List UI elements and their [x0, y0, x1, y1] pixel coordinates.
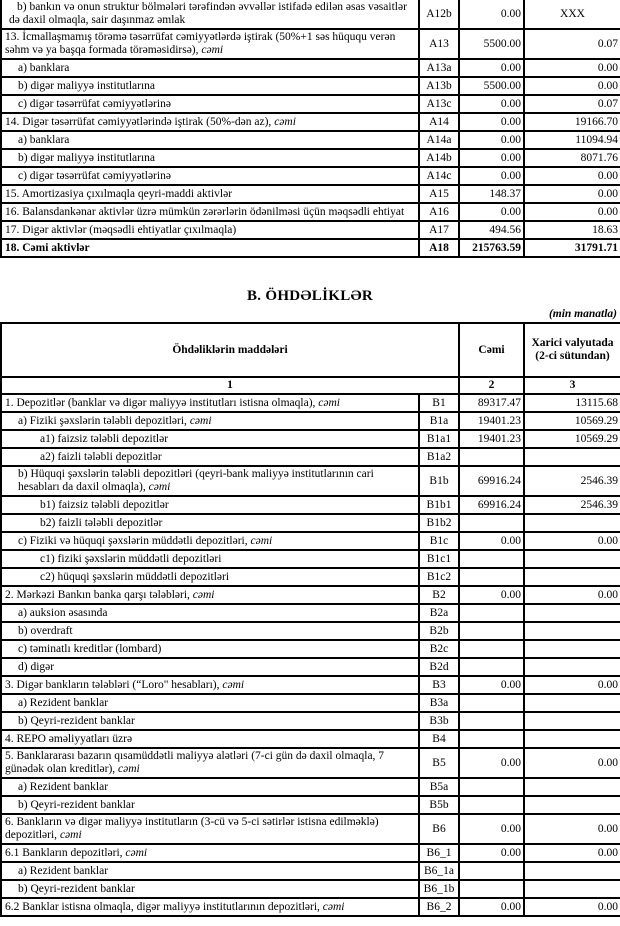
liabilities-table-header — [1, 323, 620, 394]
item-total-value: 0.00 — [459, 113, 524, 131]
item-text: d) digər — [18, 660, 55, 673]
item-foreign-value — [524, 604, 620, 622]
item-code: A14a — [419, 131, 459, 149]
item-foreign-value: 0.00 — [524, 898, 620, 916]
table-row — [1, 77, 620, 95]
table-row — [1, 748, 620, 778]
item-label — [1, 778, 419, 796]
item-text: 6.2 Banklar istisna olmaqla, digər maliyyə institutlarının depozitləri, — [5, 900, 323, 913]
item-total-value: 0.00 — [459, 814, 524, 844]
item-label — [1, 748, 419, 778]
item-text: b) Qeyri-rezident banklar — [18, 714, 135, 727]
item-foreign-value: 10569.29 — [524, 430, 620, 448]
item-total-value: 69916.24 — [459, 466, 524, 496]
item-label — [1, 131, 419, 149]
item-label — [1, 712, 419, 730]
table-row — [1, 514, 620, 532]
table-row — [1, 844, 620, 862]
item-label — [1, 203, 419, 221]
item-total-value — [459, 730, 524, 748]
item-text: 13. İcmallaşmamış törəmə təsərrüfat cəmiyyətlərdə iştirak (50%+1 səs hüququ verən səhm və ya başqa formada törəməsidirsə), — [5, 31, 396, 56]
item-text: b2) faizli tələbli depozitlər — [40, 516, 163, 529]
item-foreign-value: 19166.70 — [524, 113, 620, 131]
item-code: B1 — [419, 394, 459, 412]
item-text: 15. Amortizasiya çıxılmaqla qeyri-maddi aktivlər — [5, 187, 233, 200]
table-row — [1, 0, 620, 29]
item-label — [1, 604, 419, 622]
item-label — [1, 185, 419, 203]
item-code: B3 — [419, 676, 459, 694]
table-row — [1, 676, 620, 694]
item-label — [1, 29, 419, 59]
item-foreign-value: 13115.68 — [524, 394, 620, 412]
item-label — [1, 59, 419, 77]
item-label — [1, 796, 419, 814]
item-label — [1, 430, 419, 448]
item-code: B1a1 — [419, 430, 459, 448]
item-label — [1, 514, 419, 532]
item-code: B5a — [419, 778, 459, 796]
item-total-value — [459, 568, 524, 586]
item-total-value: 0.00 — [459, 586, 524, 604]
item-label — [1, 694, 419, 712]
item-text: a) banklara — [18, 133, 70, 146]
table-row — [1, 880, 620, 898]
table-row — [1, 131, 620, 149]
liabilities-table-body — [1, 394, 620, 916]
item-code: B1b1 — [419, 496, 459, 514]
col-number-3: 3 — [524, 377, 620, 394]
item-foreign-value: 0.00 — [524, 844, 620, 862]
unit-note: (min manatla) — [548, 308, 617, 320]
item-suffix: cəmi — [118, 763, 140, 775]
table-row — [1, 778, 620, 796]
table-row — [1, 604, 620, 622]
item-code: A14c — [419, 167, 459, 185]
item-label — [1, 550, 419, 568]
item-code: A13 — [419, 29, 459, 59]
item-text: c) təminatlı kreditlər (lombard) — [18, 642, 162, 655]
item-code: B1c — [419, 532, 459, 550]
col-header-items: Öhdəliklərin maddələri — [1, 323, 459, 377]
item-label — [1, 113, 419, 131]
item-foreign-value — [524, 640, 620, 658]
item-total-value — [459, 694, 524, 712]
item-total-value — [459, 514, 524, 532]
assets-table — [0, 0, 620, 258]
item-code: B6_1a — [419, 862, 459, 880]
item-code: B6_2 — [419, 898, 459, 916]
item-foreign-value: 0.00 — [524, 748, 620, 778]
item-text: b) digər maliyyə institutlarına — [18, 151, 156, 164]
item-text: b) Qeyri-rezident banklar — [18, 882, 135, 895]
item-code: B3b — [419, 712, 459, 730]
item-code: B1c1 — [419, 550, 459, 568]
item-code: A13a — [419, 59, 459, 77]
item-label — [1, 730, 419, 748]
item-text: a) Rezident banklar — [18, 696, 109, 709]
item-total-value: 0.00 — [459, 532, 524, 550]
item-foreign-value: 0.00 — [524, 185, 620, 203]
item-label — [1, 814, 419, 844]
item-text: b) digər maliyyə institutlarına — [18, 79, 156, 92]
item-foreign-value: 2546.39 — [524, 466, 620, 496]
item-label — [1, 862, 419, 880]
table-row — [1, 898, 620, 916]
item-total-value: 5500.00 — [459, 29, 524, 59]
item-foreign-value — [524, 796, 620, 814]
item-code: A13c — [419, 95, 459, 113]
table-row — [1, 185, 620, 203]
item-text: c2) hüquqi şəxslərin müddətli depozitləri — [40, 570, 230, 583]
table-row — [1, 796, 620, 814]
item-label — [1, 586, 419, 604]
item-total-value: 0.00 — [459, 59, 524, 77]
item-text: b) bankın və onun struktur bölmələri tərəfindən əvvəllər istifadə edilən əsas vəsaitlər də daxil olmaqla, sair daşınmaz əmlak — [9, 1, 407, 26]
item-code: B6 — [419, 814, 459, 844]
item-foreign-value: 0.00 — [524, 167, 620, 185]
item-total-value: 494.56 — [459, 221, 524, 239]
col-number-1: 1 — [1, 377, 459, 394]
item-text: 16. Balansdankənar aktivlər üzrə mümkün zərərlərin ödənilməsi üçün məqsədli ehtiyat — [5, 205, 405, 218]
item-text: 5. Banklararası bazarın qısamüddətli maliyyə alətləri (7-ci gün də daxil olmaqla, 7 günədək olan kreditlər), — [5, 750, 385, 775]
item-foreign-value: 0.07 — [524, 29, 620, 59]
table-row — [1, 394, 620, 412]
item-foreign-value — [524, 862, 620, 880]
item-text: a) auksion əsasında — [18, 606, 108, 619]
item-foreign-value — [524, 514, 620, 532]
table-row — [1, 862, 620, 880]
item-code: B2 — [419, 586, 459, 604]
table-row — [1, 430, 620, 448]
item-text: a1) faizsiz tələbli depozitlər — [40, 432, 169, 445]
table-row — [1, 586, 620, 604]
item-label — [1, 844, 419, 862]
item-code: B5 — [419, 748, 459, 778]
item-text: c1) fiziki şəxslərin müddətli depozitləri — [40, 552, 222, 565]
item-code: B2b — [419, 622, 459, 640]
item-text: b) Qeyri-rezident banklar — [18, 798, 135, 811]
item-label — [1, 898, 419, 916]
table-row — [1, 203, 620, 221]
item-label — [1, 568, 419, 586]
item-total-value — [459, 448, 524, 466]
item-text: b) overdraft — [18, 624, 73, 637]
item-code: A14b — [419, 149, 459, 167]
item-label — [1, 532, 419, 550]
item-label — [1, 622, 419, 640]
item-total-value: 0.00 — [459, 676, 524, 694]
item-total-value: 0.00 — [459, 748, 524, 778]
item-code: A12b — [419, 0, 459, 29]
item-total-value — [459, 880, 524, 898]
table-row — [1, 622, 620, 640]
table-row — [1, 496, 620, 514]
item-foreign-value — [524, 550, 620, 568]
item-code: A17 — [419, 221, 459, 239]
column-number-row — [1, 377, 620, 394]
item-total-value — [459, 604, 524, 622]
table-row — [1, 814, 620, 844]
item-suffix: cəmi — [201, 44, 224, 56]
item-total-value — [459, 622, 524, 640]
table-row — [1, 412, 620, 430]
item-label — [1, 658, 419, 676]
item-code: B1a — [419, 412, 459, 430]
item-foreign-value: 11094.94 — [524, 131, 620, 149]
item-foreign-value — [524, 730, 620, 748]
table-row — [1, 568, 620, 586]
item-label — [1, 0, 419, 29]
item-foreign-value — [524, 880, 620, 898]
item-foreign-value: 18.63 — [524, 221, 620, 239]
item-total-value — [459, 712, 524, 730]
item-code: B3a — [419, 694, 459, 712]
item-foreign-value: 2546.39 — [524, 496, 620, 514]
item-foreign-value: 10569.29 — [524, 412, 620, 430]
table-row — [1, 59, 620, 77]
item-label — [1, 239, 419, 257]
item-total-value: 0.00 — [459, 131, 524, 149]
item-foreign-value: 0.00 — [524, 203, 620, 221]
item-foreign-value — [524, 658, 620, 676]
item-code: B5b — [419, 796, 459, 814]
table-row — [1, 466, 620, 496]
item-total-value: 19401.23 — [459, 430, 524, 448]
item-foreign-value: 8071.76 — [524, 149, 620, 167]
item-foreign-value: 0.00 — [524, 586, 620, 604]
item-total-value: 0.00 — [459, 95, 524, 113]
liabilities-table — [0, 322, 620, 917]
item-total-value: 215763.59 — [459, 239, 524, 257]
item-total-value: 89317.47 — [459, 394, 524, 412]
item-foreign-value: 0.07 — [524, 95, 620, 113]
item-total-value: 5500.00 — [459, 77, 524, 95]
item-code: B1b — [419, 466, 459, 496]
table-row — [1, 550, 620, 568]
table-row — [1, 221, 620, 239]
table-row — [1, 712, 620, 730]
item-label — [1, 496, 419, 514]
item-text: c) Fiziki və hüquqi şəxslərin müddətli depozitləri, — [18, 534, 251, 547]
item-code: B2d — [419, 658, 459, 676]
item-foreign-value — [524, 778, 620, 796]
item-suffix: cəmi — [192, 588, 215, 601]
item-text: a) banklara — [18, 61, 70, 74]
item-code: A18 — [419, 239, 459, 257]
item-text: 18. Cəmi aktivlər — [5, 241, 90, 254]
item-total-value: 0.00 — [459, 167, 524, 185]
item-label — [1, 412, 419, 430]
table-row — [1, 640, 620, 658]
item-suffix: cəmi — [250, 534, 273, 547]
item-text: a) Fiziki şəxslərin tələbli depozitləri, — [18, 414, 190, 427]
table-row — [1, 694, 620, 712]
item-code: A16 — [419, 203, 459, 221]
item-text: b1) faizsiz tələbli depozitlər — [40, 498, 169, 511]
item-label — [1, 448, 419, 466]
item-total-value: 0.00 — [459, 149, 524, 167]
assets-table-body — [1, 0, 620, 257]
item-code: A15 — [419, 185, 459, 203]
table-row — [1, 149, 620, 167]
item-suffix: cəmi — [148, 481, 171, 493]
item-text: b) Hüquqi şəxslərin tələbli depozitləri (qeyri-bank maliyyə institutlarının cari hesabları da daxil olmaqla), — [18, 468, 374, 493]
item-foreign-value — [524, 622, 620, 640]
item-code: B2c — [419, 640, 459, 658]
item-foreign-value: 0.00 — [524, 814, 620, 844]
table-row — [1, 658, 620, 676]
item-foreign-value — [524, 712, 620, 730]
item-foreign-value: 0.00 — [524, 532, 620, 550]
item-suffix: cəmi — [189, 414, 212, 427]
item-code: B1c2 — [419, 568, 459, 586]
item-foreign-value: 0.00 — [524, 77, 620, 95]
item-foreign-value: XXX — [524, 0, 620, 29]
item-text: a) Rezident banklar — [18, 864, 109, 877]
table-row — [1, 29, 620, 59]
item-label — [1, 149, 419, 167]
item-text: 2. Mərkəzi Bankın banka qarşı tələbləri, — [5, 588, 193, 601]
item-label — [1, 77, 419, 95]
item-label — [1, 466, 419, 496]
item-total-value: 0.00 — [459, 0, 524, 29]
item-code: B6_1b — [419, 880, 459, 898]
item-foreign-value — [524, 694, 620, 712]
item-total-value: 0.00 — [459, 898, 524, 916]
item-total-value — [459, 778, 524, 796]
item-code: B2a — [419, 604, 459, 622]
item-text: 17. Digər aktivlər (məqsədli ehtiyatlar çıxılmaqla) — [5, 223, 237, 236]
item-text: c) digər təsərrüfat cəmiyyətlərinə — [18, 169, 171, 182]
item-label — [1, 167, 419, 185]
table-row — [1, 167, 620, 185]
table-row — [1, 113, 620, 131]
item-foreign-value: 0.00 — [524, 676, 620, 694]
item-text: c) digər təsərrüfat cəmiyyətlərinə — [18, 97, 171, 110]
col-header-total: Cəmi — [459, 323, 524, 377]
item-foreign-value — [524, 448, 620, 466]
item-suffix: cəmi — [222, 678, 245, 691]
item-suffix: cəmi — [322, 900, 345, 913]
item-text: 6. Bankların və digər maliyyə institutların (3-cü və 5-ci sətirlər istisna edilməklə) depozitləri, — [5, 816, 379, 841]
item-text: a) Rezident banklar — [18, 780, 109, 793]
item-label — [1, 95, 419, 113]
item-total-value: 0.00 — [459, 844, 524, 862]
item-label — [1, 640, 419, 658]
item-suffix: cəmi — [125, 846, 148, 859]
item-suffix: cəmi — [59, 829, 82, 841]
item-label — [1, 221, 419, 239]
table-row — [1, 448, 620, 466]
item-suffix: cəmi — [274, 115, 296, 128]
table-row — [1, 730, 620, 748]
col-header-foreign: Xarici valyutada (2-ci sütundan) — [524, 323, 620, 377]
item-code: B4 — [419, 730, 459, 748]
item-text: a2) faizli tələbli depozitlər — [40, 450, 162, 463]
item-suffix: cəmi — [318, 396, 341, 409]
header-row — [1, 323, 620, 377]
item-text: 6.1 Bankların depozitləri, — [5, 846, 126, 859]
item-label — [1, 880, 419, 898]
item-text: 1. Depozitlər (banklar və digər maliyyə institutları istisna olmaqla), — [5, 396, 319, 409]
item-code: B1b2 — [419, 514, 459, 532]
item-foreign-value — [524, 568, 620, 586]
item-code: B6_1 — [419, 844, 459, 862]
table-row — [1, 239, 620, 257]
item-text: 4. REPO əməliyyatları üzrə — [5, 732, 133, 745]
item-text: 14. Digər təsərrüfat cəmiyyətlərində iştirak (50%-dən az), — [5, 115, 275, 128]
item-total-value — [459, 550, 524, 568]
item-label — [1, 394, 419, 412]
table-row — [1, 95, 620, 113]
col-number-2: 2 — [459, 377, 524, 394]
item-total-value — [459, 658, 524, 676]
item-foreign-value: 31791.71 — [524, 239, 620, 257]
item-code: A13b — [419, 77, 459, 95]
item-total-value — [459, 796, 524, 814]
item-label — [1, 676, 419, 694]
item-text: 3. Digər bankların tələbləri (“Loro" hesabları), — [5, 678, 223, 691]
item-total-value: 69916.24 — [459, 496, 524, 514]
item-foreign-value: 0.00 — [524, 59, 620, 77]
item-code: B1a2 — [419, 448, 459, 466]
section-b-title: B. ÖHDƏLİKLƏR — [246, 288, 374, 304]
item-code: A14 — [419, 113, 459, 131]
item-total-value — [459, 862, 524, 880]
table-row — [1, 532, 620, 550]
item-total-value: 148.37 — [459, 185, 524, 203]
item-total-value: 0.00 — [459, 203, 524, 221]
item-total-value: 19401.23 — [459, 412, 524, 430]
item-total-value — [459, 640, 524, 658]
